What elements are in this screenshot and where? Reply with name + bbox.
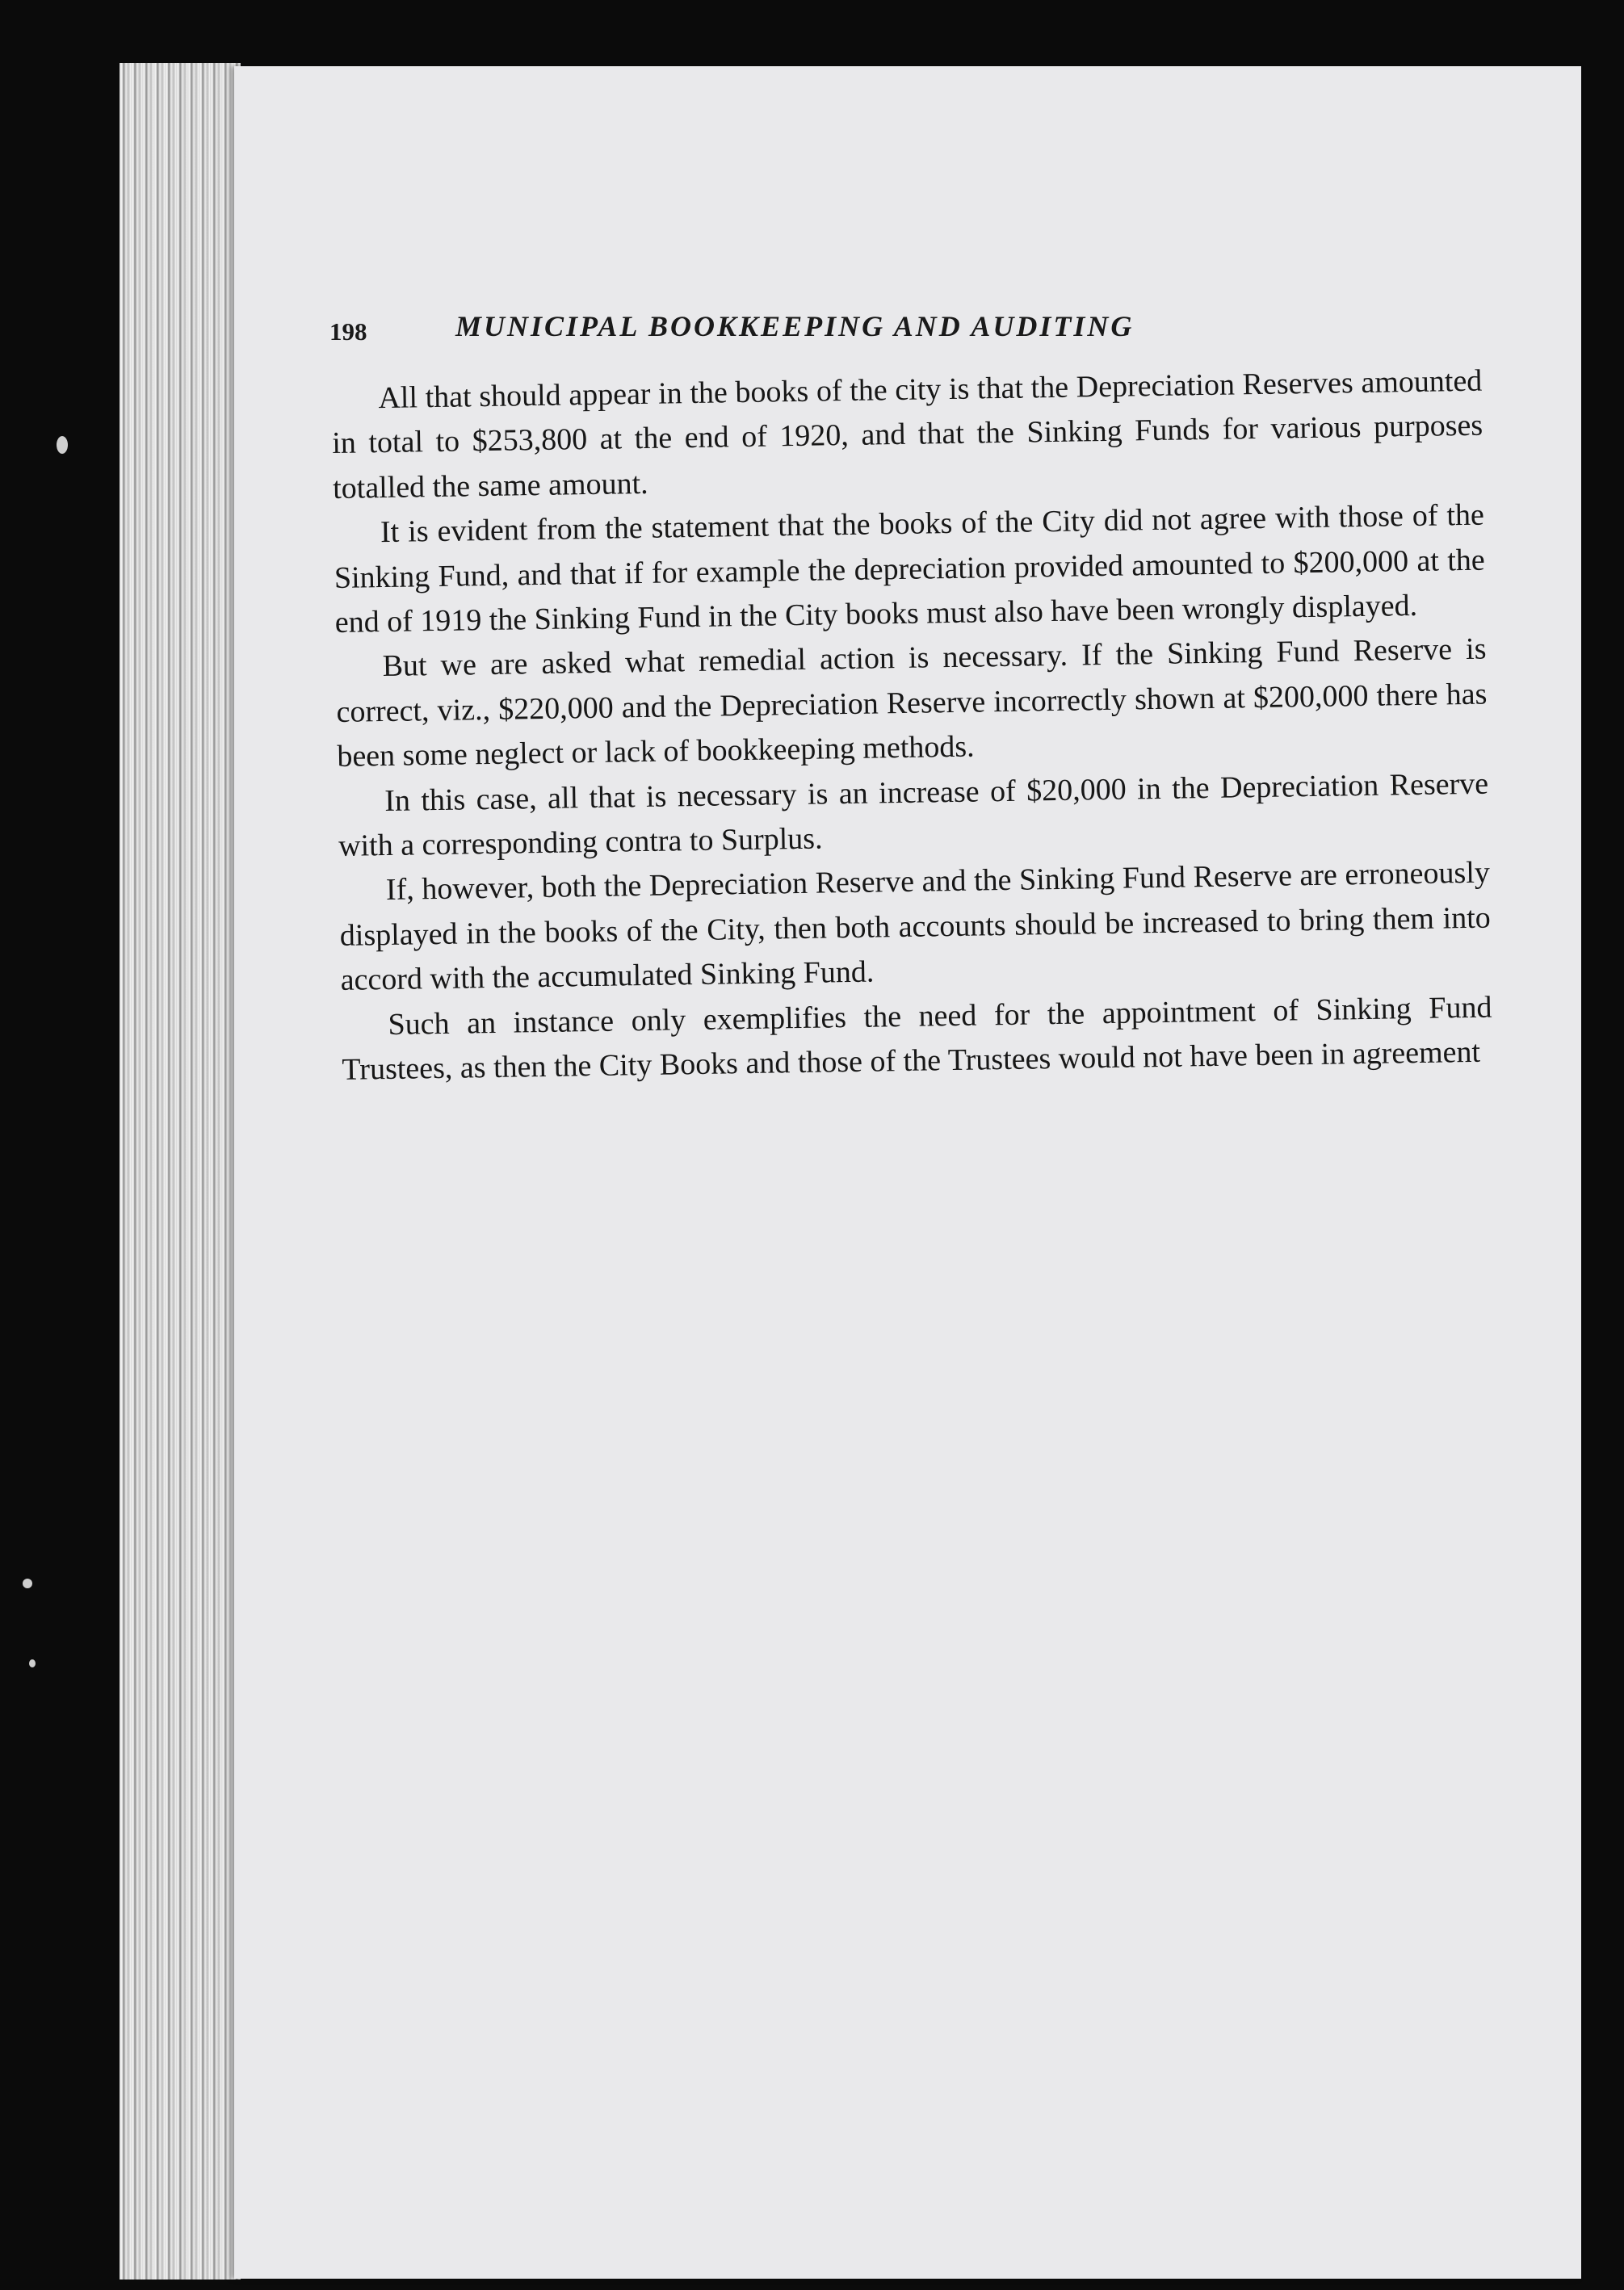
page-number: 198 bbox=[329, 317, 367, 346]
body-text bbox=[331, 359, 1493, 1093]
page-header bbox=[329, 309, 1365, 358]
paragraph: It is evident from the statement that the books of the City did not agree with those of the Sinking Fund, and that if for example the depreciation provided amounted to $200,000 at the end of 1919 the Sinking Fund in the City books must also have been wrongly displayed. bbox=[334, 497, 1486, 640]
page-edges bbox=[120, 63, 241, 2280]
paragraph: All that should appear in the books of the city is that the Depreciation Reserves amounted in total to $253,800 at the end of 1920, and that the Sinking Funds for various purposes totalled the same amount. bbox=[331, 363, 1483, 505]
paragraph: In this case, all that is necessary is an increase of $20,000 in the Depreciation Reserve with a corresponding contra to Surplus. bbox=[338, 766, 1489, 863]
dust-speck bbox=[57, 436, 68, 454]
dust-speck bbox=[23, 1579, 32, 1588]
running-head: MUNICIPAL BOOKKEEPING AND AUDITING bbox=[455, 310, 1135, 342]
dust-speck bbox=[29, 1659, 36, 1667]
paragraph: If, however, both the Depreciation Reserve and the Sinking Fund Reserve are erroneously displayed in the books of the City, then both accounts should be increased to bring them into accord with the accumulated Sinking Fund. bbox=[339, 856, 1492, 998]
paragraph: Such an instance only exemplifies the need for the appointment of Sinking Fund Trustees, as then the City Books and those of the Trustees would not have been in agreement bbox=[342, 990, 1492, 1087]
paragraph: But we are asked what remedial action is necessary. If the Sinking Fund Reserve is correct, viz., $220,000 and the Depreciation Reserve incorrectly shown at $200,000 there has been some neglect or lack of bookkeeping methods. bbox=[336, 632, 1488, 774]
